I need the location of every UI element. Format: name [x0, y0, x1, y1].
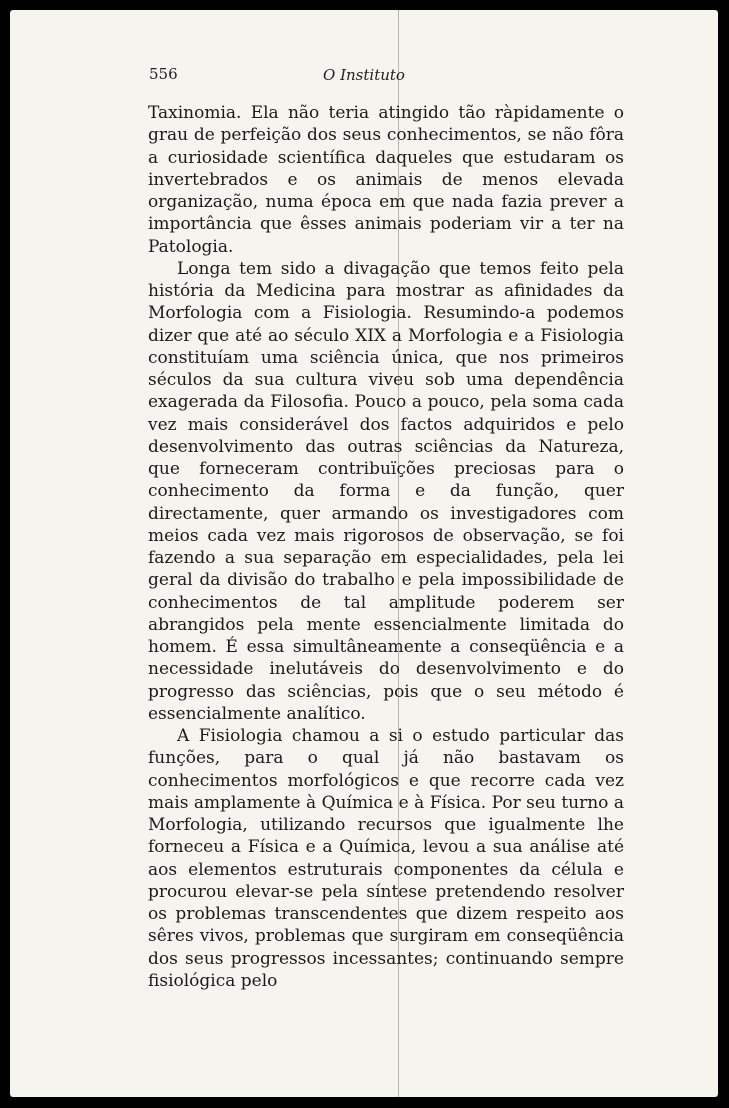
running-title: O Instituto — [323, 66, 405, 84]
page-header — [10, 65, 718, 95]
paragraph-2: Longa tem sido a divagação que temos feito pela história da Medicina para mostrar as afinidades da Morfologia com a Fisiologia. Resumindo-a podemos dizer que até ao século XIX a Morfologia e a Fisiologia constituíam uma sciência única, que nos primeiros séculos da sua cultura viveu sob uma dependência exagerada da Filosofia. Pouco a pouco, pela soma cada vez mais considerável dos factos adquiridos e pelo desenvolvimento das outras sciências da Natureza, que forneceram contribuïções preciosas para o conhecimento da forma e da função, quer directamente, quer armando os investigadores com meios cada vez mais rigorosos de observação, se foi fazendo a sua separação em especialidades, pela lei geral da divisão do trabalho e pela impossibilidade de conhecimentos de tal amplitude poderem ser abrangidos pela mente essencialmente limitada do homem. É essa simultâneamente a conseqüência e a necessidade inelutáveis do desenvolvimento e do progresso das sciências, pois que o seu método é essencialmente analítico. — [148, 258, 624, 724]
book-page — [10, 10, 718, 1097]
paragraph-1: Taxinomia. Ela não teria atingido tão ràpidamente o grau de perfeição dos seus conhecimentos, se não fôra a curiosidade scientífica daqueles que estudaram os invertebrados e os animais de menos elevada organização, numa época em que nada fazia prever a importância que êsses animais poderiam vir a ter na Patologia. — [148, 103, 624, 257]
paragraph-3: A Fisiologia chamou a si o estudo particular das funções, para o qual já não bastavam os conhecimentos morfológicos e que recorre cada vez mais amplamente à Química e à Física. Por seu turno a Morfologia, utilizando recursos que igualmente lhe forneceu a Física e a Química, levou a sua análise até aos elementos estruturais componentes da célula e procurou elevar-se pela síntese pretendendo resolver os problemas transcendentes que dizem respeito aos sêres vivos, problemas que surgiram em conseqüência dos seus progressos incessantes; continuando sempre fisiológica pelo — [148, 726, 624, 991]
page-number: 556 — [149, 65, 178, 83]
body-text — [148, 102, 624, 992]
